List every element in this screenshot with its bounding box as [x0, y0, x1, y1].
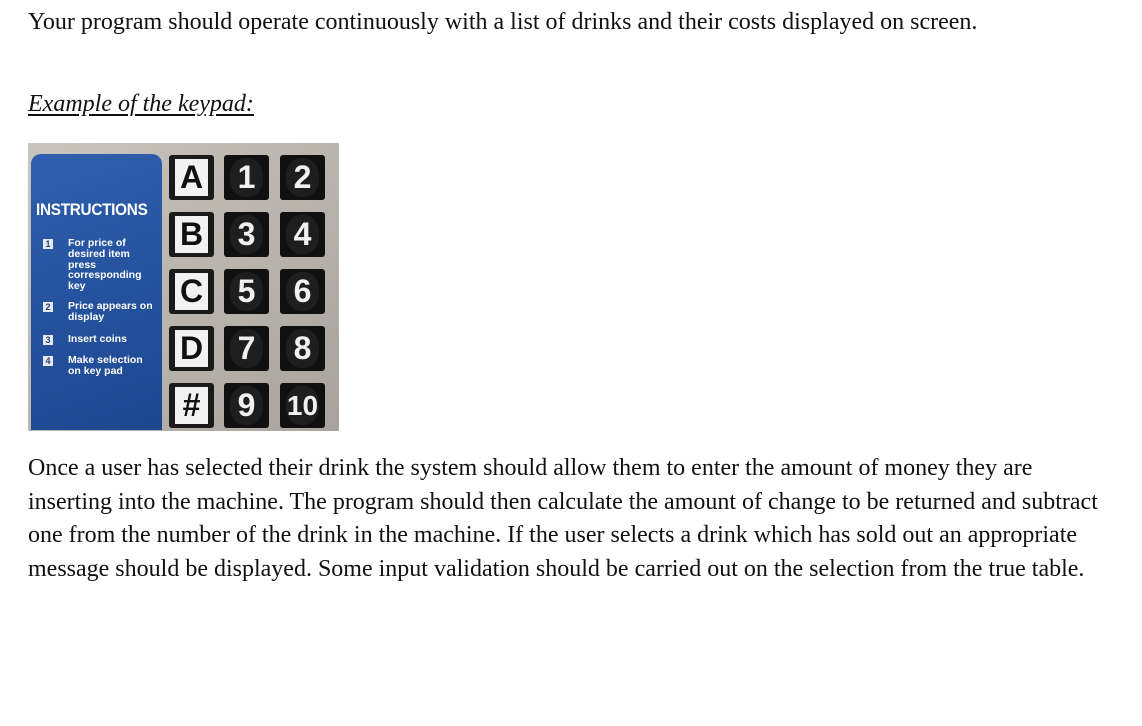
step-text: Price appears on display [68, 300, 153, 323]
key-9: 9 [224, 383, 269, 428]
step-number: 2 [43, 302, 53, 312]
step-number: 1 [43, 239, 53, 249]
keypad-photo [28, 143, 339, 431]
key-d: D [169, 326, 214, 371]
key-2: 2 [280, 155, 325, 200]
key-b: B [169, 212, 214, 257]
key-hash: # [169, 383, 214, 428]
key-c: C [169, 269, 214, 314]
key-6: 6 [280, 269, 325, 314]
intro-paragraph: Your program should operate continuously with a list of drinks and their costs displayed on screen. [28, 9, 978, 35]
key-3: 3 [224, 212, 269, 257]
instructions-panel [31, 154, 162, 430]
step-text: Make selection on key pad [68, 354, 143, 377]
step-number: 3 [43, 335, 53, 345]
key-5: 5 [224, 269, 269, 314]
step-text: For price of desired item press corresponding key [68, 237, 142, 293]
key-7: 7 [224, 326, 269, 371]
key-8: 8 [280, 326, 325, 371]
key-4: 4 [280, 212, 325, 257]
key-1: 1 [224, 155, 269, 200]
instructions-title: INSTRUCTIONS [36, 200, 148, 219]
key-10: 10 [280, 383, 325, 428]
step-number: 4 [43, 356, 53, 366]
step-text: Insert coins [68, 333, 127, 345]
key-a: A [169, 155, 214, 200]
description-paragraph: Once a user has selected their drink the system should allow them to enter the amount of money they are inserting into the machine. The program should then calculate the amount of change to be returned and subtract one from the number of the drink in the machine. If the user selects a drink which has sold out an appropriate message should be displayed. Some input validation should be carried out on the selection from the true table. [28, 455, 1098, 582]
keypad-example-heading: Example of the keypad: [28, 91, 254, 117]
